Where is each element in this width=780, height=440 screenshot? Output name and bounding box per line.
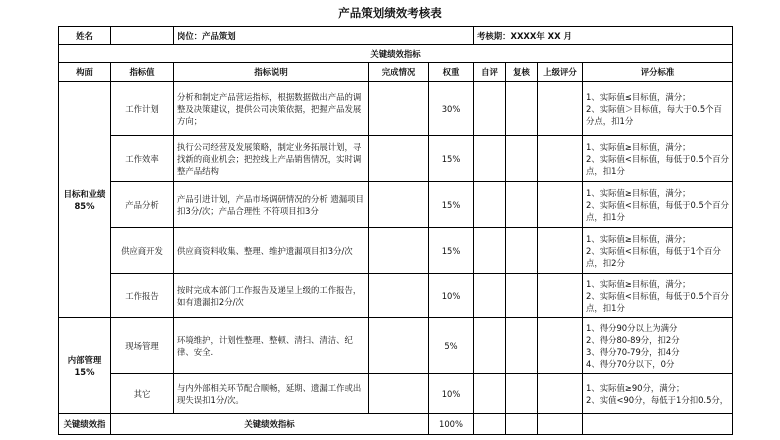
self-score-cell[interactable] <box>474 136 506 182</box>
category-weight: 15% <box>74 366 95 377</box>
review-score-cell[interactable] <box>506 274 538 318</box>
standard-line: 2、实际值<目标值，每低于0.5个百分点，扣1分 <box>586 153 729 176</box>
footer-standard-cell <box>583 414 733 435</box>
review-score-cell[interactable] <box>506 318 538 374</box>
header-standard: 评分标准 <box>583 63 733 82</box>
standard-line: 2、实际值<目标值，每低于0.5个百分点，扣1分 <box>586 290 729 313</box>
page-title: 产品策划绩效考核表 <box>338 6 442 20</box>
self-score-cell[interactable] <box>474 274 506 318</box>
section-title: 关键绩效指标 <box>59 45 733 63</box>
table-row <box>59 228 733 274</box>
indicator-description: 供应商资料收集、整理、维护遗漏项目扣3分/次 <box>174 228 369 274</box>
completion-cell[interactable] <box>369 82 429 136</box>
weight-value: 10% <box>429 274 474 318</box>
self-score-cell[interactable] <box>474 182 506 228</box>
completion-cell[interactable] <box>369 136 429 182</box>
scoring-standard <box>583 228 733 274</box>
weight-value: 15% <box>429 228 474 274</box>
indicator-name: 产品分析 <box>111 182 174 228</box>
footer-review-cell[interactable] <box>506 414 538 435</box>
weight-value: 5% <box>429 318 474 374</box>
indicator-description: 产品引进计划，产品市场调研情况的分析 遗漏项目扣3分/次；产品合理性 不符项目扣3分 <box>174 182 369 228</box>
name-label: 姓名 <box>59 27 111 45</box>
section-row <box>59 45 733 63</box>
footer-row <box>59 414 733 435</box>
indicator-name: 工作报告 <box>111 274 174 318</box>
review-score-cell[interactable] <box>506 182 538 228</box>
header-review: 复核 <box>506 63 538 82</box>
superior-score-cell[interactable] <box>538 228 583 274</box>
weight-value: 15% <box>429 182 474 228</box>
scoring-standard <box>583 318 733 374</box>
completion-cell[interactable] <box>369 182 429 228</box>
indicator-name: 工作计划 <box>111 82 174 136</box>
indicator-description: 与内外部相关环节配合顺畅，延期、遗漏工作或出现失误扣1分/次。 <box>174 374 369 414</box>
header-superior: 上级评分 <box>538 63 583 82</box>
standard-line: 2、得分80-89分，扣2分 <box>586 334 680 345</box>
standard-line: 1、实际值≥90分，满分； <box>586 382 685 393</box>
self-score-cell[interactable] <box>474 318 506 374</box>
indicator-name: 其它 <box>111 374 174 414</box>
category-name: 内部管理 <box>67 354 102 365</box>
standard-line: 2、实值<90分，每低于1分扣0.5分， <box>586 394 729 405</box>
scoring-standard <box>583 182 733 228</box>
category-cell <box>59 82 111 318</box>
name-value-cell[interactable] <box>111 27 174 45</box>
superior-score-cell[interactable] <box>538 318 583 374</box>
standard-line: 1、实际值≤目标值，满分； <box>586 91 691 102</box>
standard-line: 1、实际值≥目标值，满分； <box>586 187 691 198</box>
header-self: 自评 <box>474 63 506 82</box>
footer-superior-cell[interactable] <box>538 414 583 435</box>
standard-line: 3、得分70-79分，扣4分 <box>586 346 680 357</box>
weight-value: 10% <box>429 374 474 414</box>
review-score-cell[interactable] <box>506 228 538 274</box>
header-indicator: 指标值 <box>111 63 174 82</box>
superior-score-cell[interactable] <box>538 182 583 228</box>
footer-self-cell[interactable] <box>474 414 506 435</box>
table-row <box>59 274 733 318</box>
scoring-standard <box>583 136 733 182</box>
header-row <box>59 63 733 82</box>
footer-weight: 100% <box>429 414 474 435</box>
indicator-description: 分析和制定产品营运指标，根据数据做出产品的调整及决策建议，提供公司决策依据，把握产品发展方向； <box>174 82 369 136</box>
category-cell <box>59 318 111 414</box>
completion-cell[interactable] <box>369 318 429 374</box>
completion-cell[interactable] <box>369 274 429 318</box>
weight-value: 30% <box>429 82 474 136</box>
position-label: 岗位：产品策划 <box>174 27 474 45</box>
scoring-standard <box>583 82 733 136</box>
superior-score-cell[interactable] <box>538 274 583 318</box>
header-weight: 权重 <box>429 63 474 82</box>
standard-line: 2、实际值<目标值，每低于1个百分点，扣2分 <box>586 245 721 268</box>
indicator-description: 按时完成本部门工作报告及递呈上级的工作报告，如有遗漏扣2分/次 <box>174 274 369 318</box>
indicator-name: 现场管理 <box>111 318 174 374</box>
review-score-cell[interactable] <box>506 82 538 136</box>
category-name: 目标和业绩 <box>63 188 106 199</box>
standard-line: 4、得分70分以下，0分 <box>586 358 675 369</box>
indicator-name: 工作效率 <box>111 136 174 182</box>
footer-title: 关键绩效指标 <box>111 414 429 435</box>
standard-line: 1、实际值≥目标值，满分； <box>586 233 691 244</box>
header-description: 指标说明 <box>174 63 369 82</box>
standard-line: 1、得分90分以上为满分 <box>586 322 678 333</box>
self-score-cell[interactable] <box>474 82 506 136</box>
superior-score-cell[interactable] <box>538 82 583 136</box>
scoring-standard <box>583 274 733 318</box>
completion-cell[interactable] <box>369 374 429 414</box>
footer-label: 关键绩效指 <box>59 414 111 435</box>
indicator-description: 环境维护，计划性整理、整顿、清扫、清洁、纪律、安全. <box>174 318 369 374</box>
standard-line: 2、实际值<目标值，每低于0.5个百分点，扣1分 <box>586 199 729 222</box>
self-score-cell[interactable] <box>474 374 506 414</box>
weight-value: 15% <box>429 136 474 182</box>
table-row <box>59 318 733 374</box>
category-weight: 85% <box>74 200 95 211</box>
table-row <box>59 374 733 414</box>
table-row <box>59 82 733 136</box>
superior-score-cell[interactable] <box>538 136 583 182</box>
standard-line: 1、实际值≥目标值，满分； <box>586 278 691 289</box>
indicator-description: 执行公司经营及发展策略，制定业务拓展计划，寻找新的商业机会；把控线上产品销售情况，实时调整产品结构 <box>174 136 369 182</box>
scoring-standard <box>583 374 733 414</box>
review-score-cell[interactable] <box>506 136 538 182</box>
review-score-cell[interactable] <box>506 374 538 414</box>
header-completion: 完成情况 <box>369 63 429 82</box>
header-composition: 构面 <box>59 63 111 82</box>
standard-line: 1、实际值≥目标值，满分； <box>586 141 691 152</box>
appraisal-table <box>58 26 733 435</box>
info-row <box>59 27 733 45</box>
completion-cell[interactable] <box>369 228 429 274</box>
superior-score-cell[interactable] <box>538 374 583 414</box>
table-row <box>59 136 733 182</box>
table-row <box>59 182 733 228</box>
indicator-name: 供应商开发 <box>111 228 174 274</box>
self-score-cell[interactable] <box>474 228 506 274</box>
period-label: 考核期：XXXX年 XX 月 <box>474 27 733 45</box>
standard-line: 2、实际值＞目标值，每大于0.5个百分点，扣1分 <box>586 103 722 126</box>
